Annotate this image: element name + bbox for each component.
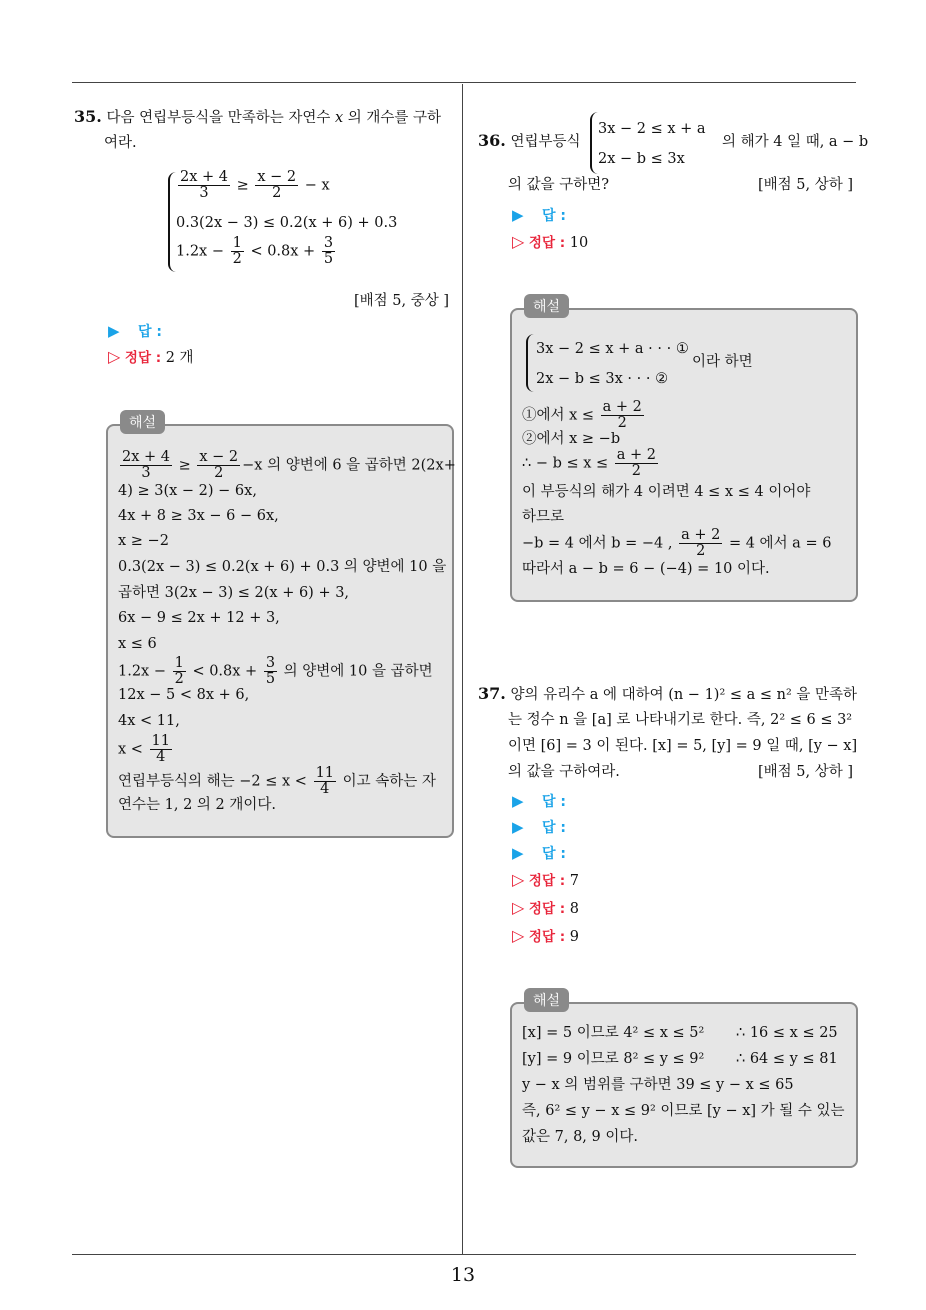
q37-answer-row-2[interactable]: ▶ 답 : xyxy=(512,818,566,836)
q35-answer-row[interactable]: ▶ 답 : xyxy=(108,322,162,340)
q37-solution-tag: 해설 xyxy=(524,988,569,1012)
q35-sol-line6: 곱하면 3(2x − 3) ≤ 2(x + 6) + 3, xyxy=(118,585,350,601)
q37-correct-row-3: ▷ 정답 : 9 xyxy=(512,926,579,945)
q35-sol-line11: 4x < 11, xyxy=(118,713,180,729)
q37-line3: 이면 [6] = 3 이 된다. [x] = 5, [y] = 9 일 때, [y − x] xyxy=(508,738,858,754)
q35-system-line2: 0.3(2x − 3) ≤ 0.2(x + 6) + 0.3 xyxy=(176,215,398,231)
q36-line2: 의 값을 구하면? xyxy=(508,177,610,193)
q35-line2: 여라. xyxy=(104,135,137,151)
q36-line1: 36. 연립부등식 xyxy=(478,131,581,150)
q37-line4: 의 값을 구하여라. xyxy=(508,764,620,780)
outline-triangle-icon: ▷ xyxy=(512,926,525,945)
q37-answer-row-1[interactable]: ▶ 답 : xyxy=(512,792,566,810)
outline-triangle-icon: ▷ xyxy=(108,347,121,366)
q37-correct-row-2: ▷ 정답 : 8 xyxy=(512,898,579,917)
q36-sol-line3: ∴ − b ≤ x ≤ $\frac{a + 2}{2}$ xyxy=(522,447,657,479)
q35-sol-line8: x ≤ 6 xyxy=(118,636,157,652)
q35-system-line3: 1.2x − $\frac{1}{2}$ < 0.8x + $\frac{3}{5}$ xyxy=(176,235,334,267)
q37-sol-line2a: [y] = 9 이므로 8² ≤ y ≤ 9² xyxy=(522,1051,705,1067)
q35-sol-line12: x < $\frac{11}{4}$ xyxy=(118,733,170,765)
q36-sol-brace xyxy=(526,334,534,392)
q37-answer-row-3[interactable]: ▶ 답 : xyxy=(512,844,566,862)
q35-solution-tag: 해설 xyxy=(120,410,165,434)
bottom-rule xyxy=(72,1254,856,1255)
top-rule xyxy=(72,82,856,83)
q36-sol-line6: −b = 4 에서 b = −4 , $\frac{a + 2}{2}$ = 4 에서 a = 6 xyxy=(522,527,832,559)
q35-sol-line13: 연립부등식의 해는 −2 ≤ x < $\frac{11}{4}$ 이고 속하는 자 xyxy=(118,765,436,797)
q36-sol-sys1: 3x − 2 ≤ x + a · · · ① xyxy=(536,341,689,357)
q36-sol-line4: 이 부등식의 해가 4 이려면 4 ≤ x ≤ 4 이어야 xyxy=(522,484,811,500)
q37-sol-line1a: [x] = 5 이므로 4² ≤ x ≤ 5² xyxy=(522,1025,705,1041)
triangle-icon: ▶ xyxy=(512,792,524,810)
q36-solution-tag: 해설 xyxy=(524,294,569,318)
q35-system-line1: $\frac{2x + 4}{3}$ ≥ $\frac{x - 2}{2}$ − x xyxy=(180,169,330,201)
q35-sol-line9: 1.2x − $\frac{1}{2}$ < 0.8x + $\frac{3}{5}$ 의 양변에 10 을 곱하면 xyxy=(118,655,433,687)
q35-sol-line2: 4) ≥ 3(x − 2) − 6x, xyxy=(118,483,257,499)
q35-score: [배점 5, 중상 ] xyxy=(354,293,450,309)
q36-answer-row[interactable]: ▶ 답 : xyxy=(512,206,566,224)
q35-line1: 35. 다음 연립부등식을 만족하는 자연수 x 의 개수를 구하 xyxy=(74,107,442,126)
triangle-icon: ▶ xyxy=(512,818,524,836)
q35-number: 35. xyxy=(74,107,102,126)
q35-sol-line7: 6x − 9 ≤ 2x + 12 + 3, xyxy=(118,610,280,626)
q37-correct-row-1: ▷ 정답 : 7 xyxy=(512,870,579,889)
q36-sol-line5: 하므로 xyxy=(522,509,565,525)
q36-sol-line2: ②에서 x ≥ −b xyxy=(522,431,621,447)
q36-sol-line1: ①에서 x ≤ $\frac{a + 2}{2}$ xyxy=(522,399,642,431)
q36-system-line2: 2x − b ≤ 3x xyxy=(598,151,685,167)
q37-sol-line1b: ∴ 16 ≤ x ≤ 25 xyxy=(736,1025,838,1041)
q36-system-line1: 3x − 2 ≤ x + a xyxy=(598,121,706,137)
q35-correct-row: ▷ 정답 : 2 개 xyxy=(108,347,194,366)
q36-number: 36. xyxy=(478,131,506,150)
q37-sol-line2b: ∴ 64 ≤ y ≤ 81 xyxy=(736,1051,838,1067)
q35-sol-line1: $\frac{2x + 4}{3}$ ≥ $\frac{x - 2}{2}$ −x 의 양변에 6 을 곱하면 2(2x+ xyxy=(122,449,456,481)
column-divider xyxy=(462,84,463,1254)
q37-number: 37. xyxy=(478,684,506,703)
q36-correct-row: ▷ 정답 : 10 xyxy=(512,232,589,251)
q35-sol-line10: 12x − 5 < 8x + 6, xyxy=(118,687,250,703)
q36-line1-tail: 의 해가 4 일 때, a − b xyxy=(722,134,869,150)
triangle-icon: ▶ xyxy=(512,844,524,862)
q35-sol-line3: 4x + 8 ≥ 3x − 6 − 6x, xyxy=(118,508,279,524)
q35-sol-line5: 0.3(2x − 3) ≤ 0.2(x + 6) + 0.3 의 양변에 10 을 xyxy=(118,559,447,575)
q37-sol-line4: 즉, 6² ≤ y − x ≤ 9² 이므로 [y − x] 가 될 수 있는 xyxy=(522,1103,845,1119)
q37-sol-line3: y − x 의 범위를 구하면 39 ≤ y − x ≤ 65 xyxy=(522,1077,794,1093)
triangle-icon: ▶ xyxy=(108,322,120,340)
q35-sol-line14: 연수는 1, 2 의 2 개이다. xyxy=(118,797,276,813)
q36-sol-sys2: 2x − b ≤ 3x · · · ② xyxy=(536,371,669,387)
q36-score: [배점 5, 상하 ] xyxy=(758,177,854,193)
q37-score: [배점 5, 상하 ] xyxy=(758,764,854,780)
q37-line2: 는 정수 n 을 [a] 로 나타내기로 한다. 즉, 2² ≤ 6 ≤ 3² xyxy=(508,712,853,728)
q35-sol-line4: x ≥ −2 xyxy=(118,533,169,549)
outline-triangle-icon: ▷ xyxy=(512,232,525,251)
page-number: 13 xyxy=(450,1264,476,1286)
triangle-icon: ▶ xyxy=(512,206,524,224)
q36-system-brace xyxy=(590,112,598,174)
q37-sol-line5: 값은 7, 8, 9 이다. xyxy=(522,1129,638,1145)
q36-sol-line7: 따라서 a − b = 6 − (−4) = 10 이다. xyxy=(522,561,770,577)
outline-triangle-icon: ▷ xyxy=(512,898,525,917)
outline-triangle-icon: ▷ xyxy=(512,870,525,889)
q35-system-brace xyxy=(168,172,176,272)
q37-line1: 37. 양의 유리수 a 에 대하여 (n − 1)² ≤ a ≤ n² 을 만족하 xyxy=(478,684,858,703)
q36-sol-sys-tail: 이라 하면 xyxy=(692,354,753,370)
